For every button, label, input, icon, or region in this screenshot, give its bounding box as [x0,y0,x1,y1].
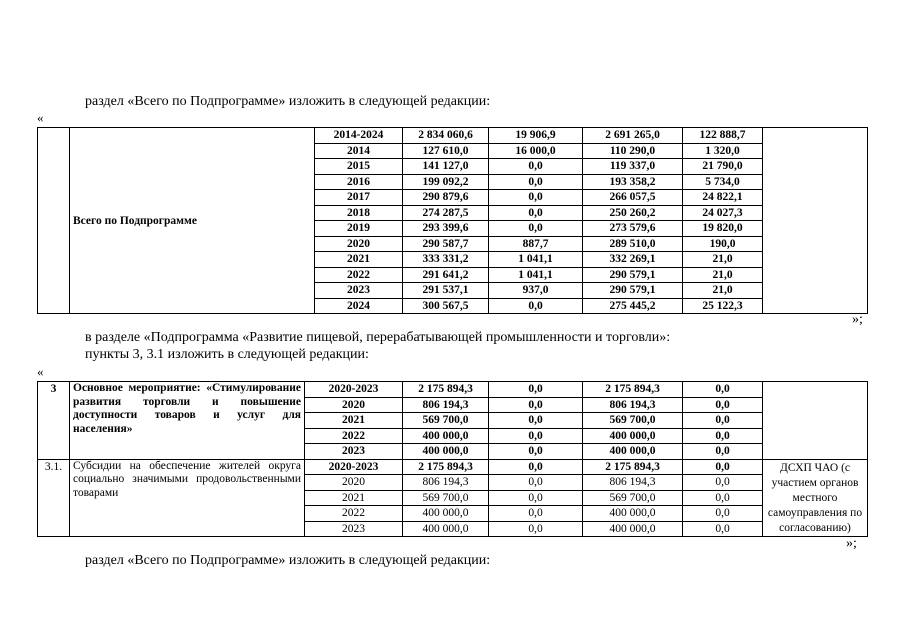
period-cell: 2021 [305,413,403,429]
closing-quote-1: »; [852,312,863,327]
value-cell: 2 175 894,3 [583,459,683,475]
total-cell: 2 834 060,6 [403,128,489,144]
value-cell: 2 691 265,0 [583,128,683,144]
intro-paragraph-3: раздел «Всего по Подпрограмме» изложить в следующей редакции: [85,553,491,568]
value-cell: 21 790,0 [683,159,763,175]
total-cell: 400 000,0 [403,521,489,537]
value-cell: 190,0 [683,236,763,252]
value-cell: 0,0 [683,444,763,460]
period-cell: 2020-2023 [305,382,403,398]
value-cell: 0,0 [683,428,763,444]
value-cell: 0,0 [683,490,763,506]
value-cell: 266 057,5 [583,190,683,206]
value-cell: 0,0 [489,221,583,237]
period-cell: 2020 [305,475,403,491]
value-cell: 21,0 [683,267,763,283]
subprogram-total-table [37,127,868,314]
value-cell: 400 000,0 [583,444,683,460]
total-cell: 400 000,0 [403,428,489,444]
value-cell: 0,0 [489,382,583,398]
period-cell: 2017 [315,190,403,206]
value-cell: 0,0 [683,382,763,398]
value-cell: 0,0 [489,159,583,175]
value-cell: 569 700,0 [583,413,683,429]
value-cell: 0,0 [489,428,583,444]
total-cell: 2 175 894,3 [403,459,489,475]
value-cell: 19 820,0 [683,221,763,237]
value-cell: 0,0 [489,490,583,506]
item-name-cell: Субсидии на обеспечение жителей округа социально значимыми продовольственными товарами [70,459,305,537]
item-name-cell: Основное мероприятие: «Стимулирование развития торговли и повышение доступности товаров и услуг для населения» [70,382,305,460]
table-row [38,382,868,398]
period-cell: 2022 [315,267,403,283]
total-cell: 400 000,0 [403,444,489,460]
period-cell: 2020 [305,397,403,413]
number-cell [38,128,70,314]
value-cell: 0,0 [489,298,583,314]
value-cell: 400 000,0 [583,521,683,537]
period-cell: 2019 [315,221,403,237]
period-cell: 2015 [315,159,403,175]
intro-paragraph-2b: пункты 3, 3.1 изложить в следующей редакции: [85,347,369,362]
period-cell: 2023 [305,521,403,537]
value-cell: 119 337,0 [583,159,683,175]
value-cell: 0,0 [489,174,583,190]
value-cell: 806 194,3 [583,475,683,491]
period-cell: 2023 [305,444,403,460]
value-cell: 0,0 [683,413,763,429]
value-cell: 0,0 [683,459,763,475]
value-cell: 289 510,0 [583,236,683,252]
value-cell: 0,0 [489,413,583,429]
table-row [38,459,868,475]
value-cell: 0,0 [683,475,763,491]
total-cell: 290 879,6 [403,190,489,206]
total-cell: 274 287,5 [403,205,489,221]
value-cell: 2 175 894,3 [583,382,683,398]
value-cell: 290 579,1 [583,267,683,283]
value-cell: 24 027,3 [683,205,763,221]
row-label-cell: Всего по Подпрограмме [70,128,315,314]
value-cell: 193 358,2 [583,174,683,190]
total-cell: 290 587,7 [403,236,489,252]
value-cell: 24 822,1 [683,190,763,206]
value-cell: 21,0 [683,283,763,299]
opening-quote-2: « [37,364,44,379]
intro-paragraph-1: раздел «Всего по Подпрограмме» изложить в следующей редакции: [85,94,491,109]
executor-cell [763,382,868,460]
executor-cell: ДСХП ЧАО (с участием органов местного самоуправления по согласованию) [763,459,868,537]
value-cell: 887,7 [489,236,583,252]
value-cell: 122 888,7 [683,128,763,144]
period-cell: 2014 [315,143,403,159]
item-number-cell: 3.1. [38,459,70,537]
value-cell: 0,0 [489,444,583,460]
value-cell: 1 041,1 [489,267,583,283]
value-cell: 5 734,0 [683,174,763,190]
period-cell: 2020-2023 [305,459,403,475]
value-cell: 0,0 [683,397,763,413]
total-cell: 2 175 894,3 [403,382,489,398]
value-cell: 0,0 [489,521,583,537]
value-cell: 0,0 [683,521,763,537]
item-number-cell: 3 [38,382,70,460]
total-cell: 127 610,0 [403,143,489,159]
total-cell: 293 399,6 [403,221,489,237]
value-cell: 110 290,0 [583,143,683,159]
value-cell: 250 260,2 [583,205,683,221]
intro-paragraph-2: в разделе «Подпрограмма «Развитие пищевой, перерабатывающей промышленности и торговли»: [85,330,671,345]
value-cell: 0,0 [489,205,583,221]
total-cell: 569 700,0 [403,490,489,506]
value-cell: 19 906,9 [489,128,583,144]
total-cell: 569 700,0 [403,413,489,429]
value-cell: 25 122,3 [683,298,763,314]
value-cell: 275 445,2 [583,298,683,314]
items-3-table [37,381,868,537]
closing-quote-2: »; [846,536,857,551]
period-cell: 2022 [305,428,403,444]
period-cell: 2021 [315,252,403,268]
period-cell: 2016 [315,174,403,190]
total-cell: 333 331,2 [403,252,489,268]
total-cell: 806 194,3 [403,475,489,491]
value-cell: 0,0 [489,459,583,475]
value-cell: 0,0 [489,397,583,413]
value-cell: 290 579,1 [583,283,683,299]
period-cell: 2023 [315,283,403,299]
value-cell: 0,0 [489,190,583,206]
value-cell: 937,0 [489,283,583,299]
period-cell: 2021 [305,490,403,506]
value-cell: 1 320,0 [683,143,763,159]
value-cell: 400 000,0 [583,506,683,522]
value-cell: 16 000,0 [489,143,583,159]
total-cell: 291 537,1 [403,283,489,299]
value-cell: 0,0 [489,475,583,491]
value-cell: 273 579,6 [583,221,683,237]
total-cell: 400 000,0 [403,506,489,522]
value-cell: 1 041,1 [489,252,583,268]
period-cell: 2018 [315,205,403,221]
period-cell: 2022 [305,506,403,522]
period-cell: 2024 [315,298,403,314]
value-cell: 332 269,1 [583,252,683,268]
value-cell: 0,0 [489,506,583,522]
period-cell: 2014-2024 [315,128,403,144]
total-cell: 291 641,2 [403,267,489,283]
value-cell: 0,0 [683,506,763,522]
total-cell: 199 092,2 [403,174,489,190]
total-cell: 806 194,3 [403,397,489,413]
table-row [38,128,868,144]
value-cell: 21,0 [683,252,763,268]
executor-cell [763,128,868,314]
total-cell: 141 127,0 [403,159,489,175]
value-cell: 400 000,0 [583,428,683,444]
period-cell: 2020 [315,236,403,252]
value-cell: 806 194,3 [583,397,683,413]
total-cell: 300 567,5 [403,298,489,314]
opening-quote-1: « [37,110,44,125]
value-cell: 569 700,0 [583,490,683,506]
